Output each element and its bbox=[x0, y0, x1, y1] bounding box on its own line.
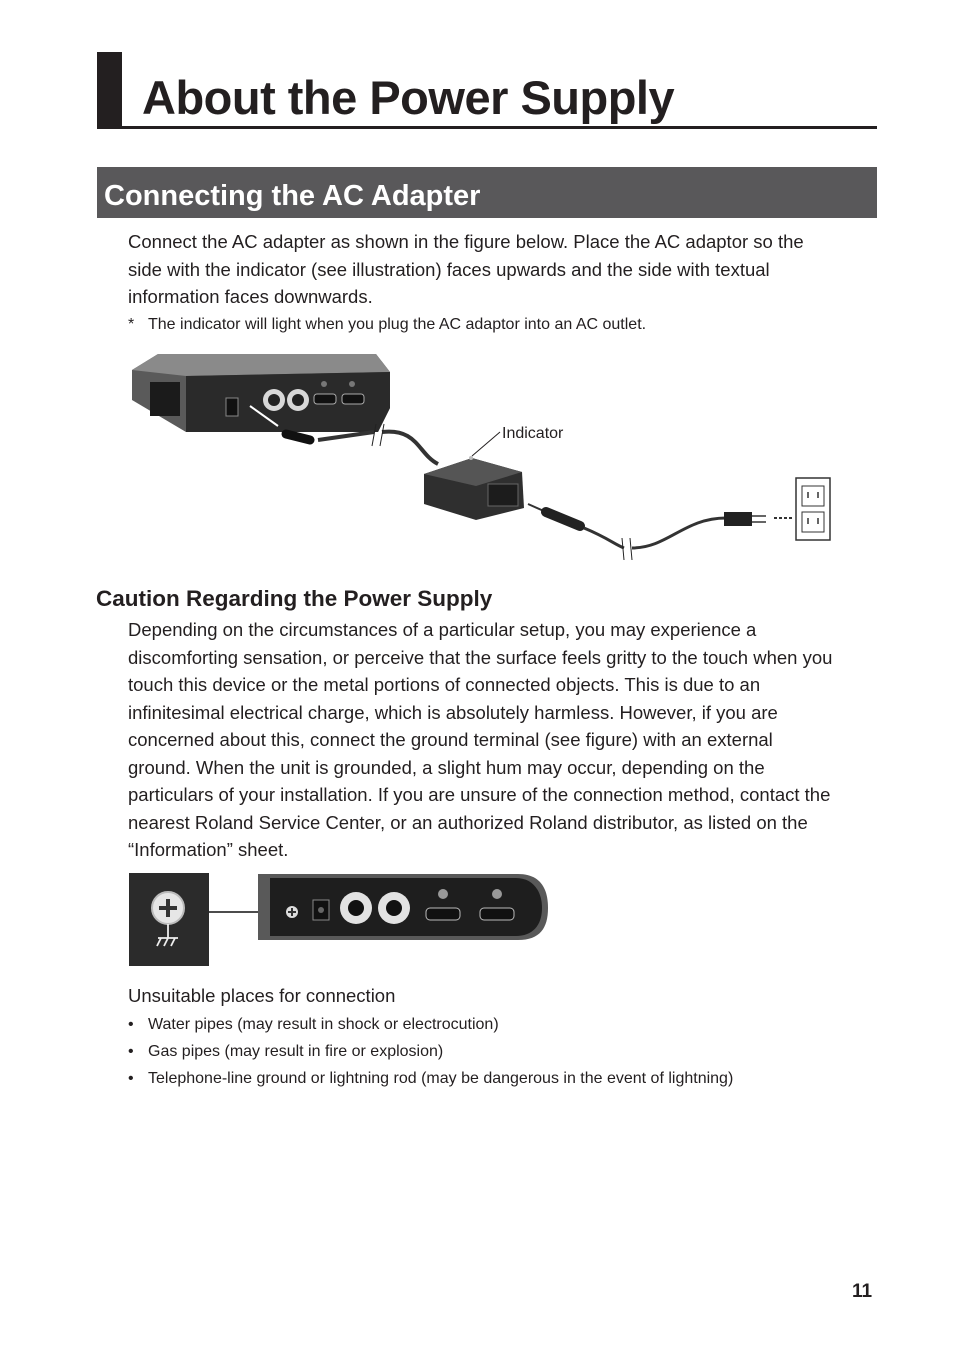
list-item bbox=[128, 1038, 733, 1065]
caution-paragraph: Depending on the circumstances of a particular setup, you may experience a discomforting sensation, or perceive that the surface feels gritty to the touch when you touch this device or the metal portions of connected objects. This is due to an infinitesimal electrical charge, which is absolutely harmless. However, if you are concerned about this, connect the ground terminal (see figure) with an external ground. When the unit is grounded, a slight hum may occur, depending on the particulars of your installation. If you are unsure of the connection method, contact the nearest Roland Service Center, or an authorized Roland distributor, as listed on the “Information” sheet. bbox=[128, 619, 833, 860]
page-number: 11 bbox=[852, 1281, 873, 1302]
device-unit-illustration bbox=[132, 354, 390, 432]
rear-panel-illustration bbox=[258, 874, 548, 940]
list-item-text: Water pipes (may result in shock or electrocution) bbox=[148, 1016, 499, 1033]
list-item-text: Telephone-line ground or lightning rod (may be dangerous in the event of lightning) bbox=[148, 1070, 734, 1087]
list-item-text: Gas pipes (may result in fire or explosion) bbox=[148, 1043, 444, 1060]
ac-cord-illustration bbox=[528, 504, 766, 560]
unsuitable-places-heading: Unsuitable places for connection bbox=[128, 985, 396, 1006]
indicator-callout-label: Indicator bbox=[502, 425, 564, 442]
list-item bbox=[128, 1065, 733, 1092]
bullet-mark: • bbox=[128, 1043, 134, 1060]
bullet-mark: • bbox=[128, 1016, 134, 1033]
note-asterisk: * bbox=[128, 316, 135, 333]
indicator-note bbox=[128, 314, 848, 336]
ac-adapter-connection-illustration bbox=[128, 348, 838, 570]
section-title: Connecting the AC Adapter bbox=[104, 180, 481, 212]
list-item bbox=[128, 1011, 733, 1038]
ac-adapter-illustration bbox=[424, 432, 524, 520]
title-accent-bar bbox=[97, 52, 122, 128]
wall-outlet-illustration bbox=[774, 478, 830, 540]
page-title: About the Power Supply bbox=[142, 71, 675, 124]
bullet-mark: • bbox=[128, 1070, 134, 1087]
note-text: The indicator will light when you plug the AC adaptor into an AC outlet. bbox=[148, 316, 647, 333]
intro-paragraph: Connect the AC adapter as shown in the figure below. Place the AC adaptor so the side with the indicator (see illustration) faces upwards and the side with textual information faces downwards. bbox=[128, 231, 804, 307]
caution-heading: Caution Regarding the Power Supply bbox=[96, 586, 493, 611]
ground-terminal-illustration bbox=[128, 872, 552, 968]
ground-terminal-closeup bbox=[129, 873, 209, 966]
unsuitable-places-list bbox=[128, 1011, 733, 1092]
